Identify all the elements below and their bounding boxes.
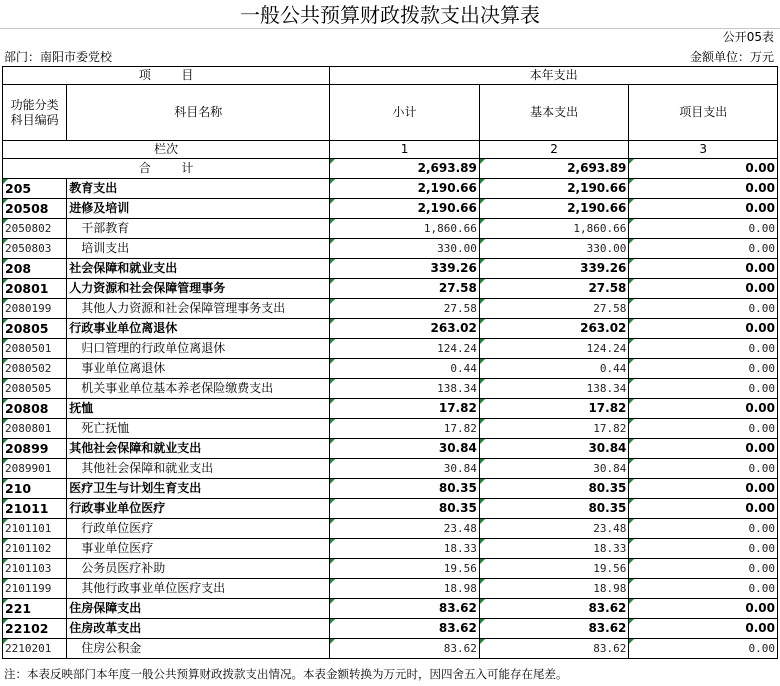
table-row	[3, 639, 778, 659]
subject-name: 事业单位医疗	[67, 539, 330, 559]
project-value: 0.00	[629, 459, 778, 479]
subtotal-value: 19.56	[330, 559, 480, 579]
basic-value: 330.00	[479, 239, 629, 259]
subtotal-value: 30.84	[330, 459, 480, 479]
basic-value: 17.82	[479, 419, 629, 439]
subject-name: 住房公积金	[67, 639, 330, 659]
subtotal-value: 17.82	[330, 419, 480, 439]
header-current-year: 本年支出	[330, 67, 778, 85]
basic-value: 339.26	[479, 259, 629, 279]
project-value: 0.00	[629, 339, 778, 359]
subject-name: 住房改革支出	[67, 619, 330, 639]
subtotal-value: 27.58	[330, 279, 480, 299]
basic-value: 138.34	[479, 379, 629, 399]
subject-code: 20805	[3, 319, 67, 339]
project-value: 0.00	[629, 279, 778, 299]
subject-code: 2101103	[3, 559, 67, 579]
subject-code: 2080505	[3, 379, 67, 399]
subtotal-value: 30.84	[330, 439, 480, 459]
subject-name: 培训支出	[67, 239, 330, 259]
basic-value: 0.44	[479, 359, 629, 379]
header-row-1	[3, 67, 778, 85]
table-row	[3, 179, 778, 199]
table-row	[3, 399, 778, 419]
basic-value: 17.82	[479, 399, 629, 419]
basic-value: 83.62	[479, 639, 629, 659]
total-basic: 2,693.89	[479, 159, 629, 179]
column-number-3: 3	[629, 141, 778, 159]
subtotal-value: 124.24	[330, 339, 480, 359]
subtotal-value: 80.35	[330, 479, 480, 499]
basic-value: 30.84	[479, 439, 629, 459]
basic-value: 2,190.66	[479, 199, 629, 219]
subject-code: 221	[3, 599, 67, 619]
header-project: 项目支出	[629, 85, 778, 141]
total-label: 合 计	[3, 159, 330, 179]
project-value: 0.00	[629, 239, 778, 259]
subject-code: 2080502	[3, 359, 67, 379]
subtotal-value: 80.35	[330, 499, 480, 519]
header-row-2	[3, 85, 778, 141]
subject-code: 210	[3, 479, 67, 499]
table-row	[3, 579, 778, 599]
project-value: 0.00	[629, 499, 778, 519]
subject-code: 2050803	[3, 239, 67, 259]
subject-code: 20508	[3, 199, 67, 219]
project-value: 0.00	[629, 259, 778, 279]
subtotal-value: 0.44	[330, 359, 480, 379]
expenditure-table	[2, 66, 778, 659]
project-value: 0.00	[629, 179, 778, 199]
subtotal-value: 18.33	[330, 539, 480, 559]
subject-name: 抚恤	[67, 399, 330, 419]
subject-name: 人力资源和社会保障管理事务	[67, 279, 330, 299]
basic-value: 27.58	[479, 299, 629, 319]
project-value: 0.00	[629, 439, 778, 459]
total-project: 0.00	[629, 159, 778, 179]
table-row	[3, 419, 778, 439]
project-value: 0.00	[629, 479, 778, 499]
project-value: 0.00	[629, 559, 778, 579]
subject-code: 2210201	[3, 639, 67, 659]
project-value: 0.00	[629, 519, 778, 539]
column-number-1: 1	[330, 141, 480, 159]
subtotal-value: 263.02	[330, 319, 480, 339]
table-row	[3, 479, 778, 499]
subtotal-value: 83.62	[330, 599, 480, 619]
table-row	[3, 619, 778, 639]
table-row	[3, 359, 778, 379]
subject-code: 20808	[3, 399, 67, 419]
subject-name: 归口管理的行政单位离退休	[67, 339, 330, 359]
subtotal-value: 17.82	[330, 399, 480, 419]
subject-code: 2089901	[3, 459, 67, 479]
footnote: 注：本表反映部门本年度一般公共预算财政拨款支出情况。本表金额转换为万元时，因四舍五入可能存在尾差。	[4, 667, 568, 681]
header-function-code: 功能分类 科目编码	[3, 85, 67, 141]
department-label: 部门：南阳市委党校	[4, 50, 113, 64]
table-row	[3, 219, 778, 239]
basic-value: 30.84	[479, 459, 629, 479]
table-row	[3, 279, 778, 299]
basic-value: 23.48	[479, 519, 629, 539]
header-basic: 基本支出	[479, 85, 629, 141]
table-row	[3, 439, 778, 459]
subject-code: 2101102	[3, 539, 67, 559]
total-subtotal: 2,693.89	[330, 159, 480, 179]
subject-name: 干部教育	[67, 219, 330, 239]
form-number: 公开05表	[722, 30, 774, 44]
subtotal-value: 339.26	[330, 259, 480, 279]
subject-name: 其他行政事业单位医疗支出	[67, 579, 330, 599]
column-number-label: 栏次	[3, 141, 330, 159]
subject-code: 208	[3, 259, 67, 279]
basic-value: 83.62	[479, 599, 629, 619]
project-value: 0.00	[629, 639, 778, 659]
subject-code: 2080199	[3, 299, 67, 319]
subtotal-value: 83.62	[330, 619, 480, 639]
subtotal-value: 138.34	[330, 379, 480, 399]
table-row	[3, 319, 778, 339]
table-row	[3, 239, 778, 259]
subject-code: 20899	[3, 439, 67, 459]
header-subtotal: 小计	[330, 85, 480, 141]
subject-code: 21011	[3, 499, 67, 519]
subtotal-value: 1,860.66	[330, 219, 480, 239]
basic-value: 80.35	[479, 499, 629, 519]
header-item: 项 目	[3, 67, 330, 85]
subject-name: 机关事业单位基本养老保险缴费支出	[67, 379, 330, 399]
project-value: 0.00	[629, 599, 778, 619]
subject-name: 医疗卫生与计划生育支出	[67, 479, 330, 499]
subject-code: 2050802	[3, 219, 67, 239]
table-row	[3, 199, 778, 219]
subtotal-value: 330.00	[330, 239, 480, 259]
subject-name: 行政单位医疗	[67, 519, 330, 539]
subject-name: 社会保障和就业支出	[67, 259, 330, 279]
report-title: 一般公共预算财政拨款支出决算表	[240, 3, 540, 27]
table-row	[3, 559, 778, 579]
header-subject-name: 科目名称	[67, 85, 330, 141]
project-value: 0.00	[629, 539, 778, 559]
project-value: 0.00	[629, 199, 778, 219]
project-value: 0.00	[629, 619, 778, 639]
basic-value: 124.24	[479, 339, 629, 359]
table-row	[3, 339, 778, 359]
subtotal-value: 18.98	[330, 579, 480, 599]
subject-name: 教育支出	[67, 179, 330, 199]
project-value: 0.00	[629, 319, 778, 339]
table-row	[3, 459, 778, 479]
subject-name: 事业单位离退休	[67, 359, 330, 379]
subject-name: 其他社会保障和就业支出	[67, 459, 330, 479]
basic-value: 80.35	[479, 479, 629, 499]
amount-unit-label: 金额单位：万元	[689, 50, 774, 64]
table-row	[3, 299, 778, 319]
project-value: 0.00	[629, 359, 778, 379]
subject-name: 进修及培训	[67, 199, 330, 219]
basic-value: 27.58	[479, 279, 629, 299]
project-value: 0.00	[629, 219, 778, 239]
subtotal-value: 2,190.66	[330, 199, 480, 219]
project-value: 0.00	[629, 579, 778, 599]
column-number-2: 2	[479, 141, 629, 159]
subject-name: 死亡抚恤	[67, 419, 330, 439]
project-value: 0.00	[629, 379, 778, 399]
basic-value: 1,860.66	[479, 219, 629, 239]
title-divider	[0, 28, 780, 29]
subject-name: 公务员医疗补助	[67, 559, 330, 579]
project-value: 0.00	[629, 419, 778, 439]
subject-name: 住房保障支出	[67, 599, 330, 619]
table-row	[3, 259, 778, 279]
subject-code: 2080801	[3, 419, 67, 439]
total-row	[3, 159, 778, 179]
project-value: 0.00	[629, 399, 778, 419]
table-row	[3, 599, 778, 619]
table-row	[3, 499, 778, 519]
column-number-row	[3, 141, 778, 159]
table-row	[3, 539, 778, 559]
basic-value: 19.56	[479, 559, 629, 579]
basic-value: 263.02	[479, 319, 629, 339]
table-row	[3, 519, 778, 539]
subject-code: 2080501	[3, 339, 67, 359]
subtotal-value: 23.48	[330, 519, 480, 539]
subject-name: 行政事业单位离退休	[67, 319, 330, 339]
subject-name: 行政事业单位医疗	[67, 499, 330, 519]
subject-code: 2101101	[3, 519, 67, 539]
basic-value: 18.98	[479, 579, 629, 599]
subject-name: 其他社会保障和就业支出	[67, 439, 330, 459]
project-value: 0.00	[629, 299, 778, 319]
subject-code: 205	[3, 179, 67, 199]
subtotal-value: 83.62	[330, 639, 480, 659]
subject-code: 2101199	[3, 579, 67, 599]
basic-value: 83.62	[479, 619, 629, 639]
basic-value: 18.33	[479, 539, 629, 559]
subject-code: 20801	[3, 279, 67, 299]
subject-code: 22102	[3, 619, 67, 639]
basic-value: 2,190.66	[479, 179, 629, 199]
table-row	[3, 379, 778, 399]
subject-name: 其他人力资源和社会保障管理事务支出	[67, 299, 330, 319]
subtotal-value: 27.58	[330, 299, 480, 319]
subtotal-value: 2,190.66	[330, 179, 480, 199]
